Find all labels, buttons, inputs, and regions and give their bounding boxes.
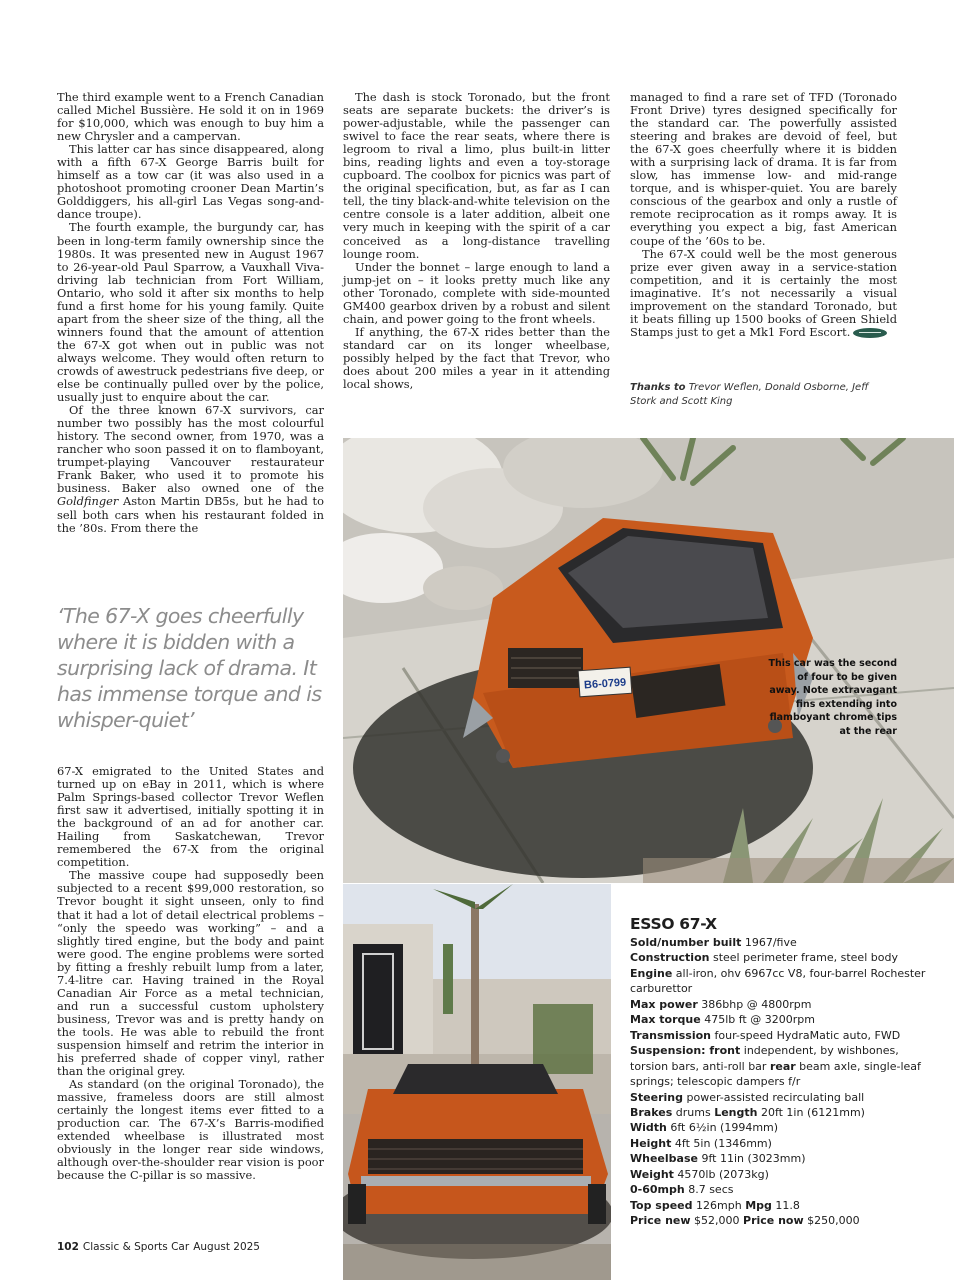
paragraph: The dash is stock Toronado, but the front seats are separate buckets: the driver’s is power-adjustable, while the passenger can swivel to face the rear seats, where there is legroom to rival a limo, plus built-in litter bins, reading lights and even a toy-storage cupboard. The coolbox for picnics was part of the original specification, but, as far as I can tell, the tiny black-and-white television on the centre console is a later addition, albeit one very much in keeping with the spirit of a car conceived as a long-distance travelling lounge room. xyxy=(343,90,610,261)
spec-row xyxy=(630,1198,930,1213)
spec-row xyxy=(630,1167,930,1182)
spec-label: Max torque xyxy=(630,1013,701,1027)
page-footer xyxy=(57,1241,260,1253)
acknowledgements xyxy=(630,381,897,409)
spec-value: 4ft 5in (1346mm) xyxy=(671,1136,772,1150)
spec-list xyxy=(630,935,930,1229)
spec-row xyxy=(630,1043,930,1089)
spec-label: Length xyxy=(714,1105,758,1119)
spec-row xyxy=(630,1028,930,1043)
spec-value: 386bhp @ 4800rpm xyxy=(697,997,812,1011)
spec-label: Wheelbase xyxy=(630,1152,698,1166)
car-front-illustration xyxy=(343,884,611,1280)
paragraph: If anything, the 67-X rides better than the standard car on its longer wheelbase, possibly helped by the fact that Trevor, who does about 200 miles a year in it attending local shows, xyxy=(343,324,610,392)
spec-value: 1967/five xyxy=(741,936,797,949)
car-front-photo xyxy=(343,884,611,1280)
spec-value: 8.7 secs xyxy=(684,1183,734,1197)
spec-label: Top speed xyxy=(630,1198,693,1212)
paragraph: The massive coupe had supposedly been subjected to a recent $99,000 restoration, so Trevor bought it sight unseen, only to find that it had a lot of detail electrical problems – “only the speedo was working” – and a slightly tired engine, but the body and paint were good. The engine problems were sorted by fitting a freshly rebuilt lump from a later, 7.4-litre car. Having trained in the Royal Canadian Air Force as a metal technician, and run a successful custom upholstery business, Trevor was and is pretty handy on the tools. He was able to rebuild the front suspension himself and retrim the interior in his preferred shade of copper vinyl, rather than the original grey. xyxy=(57,868,324,1079)
article-column-2 xyxy=(343,91,610,391)
spec-label: Brakes xyxy=(630,1105,673,1119)
paragraph-text: Of the three known 67-X survivors, car number two possibly has the most colourful history. The second owner, from 1970, was a rancher who soon passed it on to flamboyant, trumpet-playing Vancouver restaurateur Frank Baker, who used it to promote his business. Baker also owned one of the xyxy=(57,403,324,496)
spec-label: Mpg xyxy=(745,1198,772,1212)
spec-row xyxy=(630,1151,930,1166)
paragraph xyxy=(57,404,324,534)
spec-row xyxy=(630,1213,930,1228)
paragraph: The fourth example, the burgundy car, has been in long-term family ownership since the 1980s. It was presented new in August 1967 to 26-year-old Paul Sparrow, a Vauxhall Viva-driving lab technician from Fort William, Ontario, who sold it after six months to help fund a first home for his young family. Quite apart from the sheer size of the thing, all the winners found that the amount of attention the 67-X got when out in public was not always welcome. They would often return to crowds of awestruck pedestrians five deep, or else be continually pulled over by the police, usually just to enquire about the car. xyxy=(57,220,324,405)
spec-value: 4570lb (2073kg) xyxy=(673,1167,769,1181)
spec-box xyxy=(630,914,930,1229)
paragraph: Under the bonnet – large enough to land a jump-jet on – it looks pretty much like any other Toronado, complete with side-mounted GM400 gearbox driven by a robust and silent chain, and power going to the front wheels. xyxy=(343,259,610,326)
issue-date: August 2025 xyxy=(193,1241,260,1253)
spec-label: Steering xyxy=(630,1090,684,1104)
license-plate: B6-0799 xyxy=(583,676,627,692)
spec-value: four-speed HydraMatic auto, FWD xyxy=(711,1028,901,1042)
spec-value: $250,000 xyxy=(803,1214,860,1228)
italic-title: Goldfinger xyxy=(57,494,119,509)
spec-label: Suspension: front xyxy=(630,1044,741,1058)
spec-value: all-iron, ohv 6967cc V8, four-barrel Rochester carburettor xyxy=(630,966,926,996)
spec-row xyxy=(630,1012,930,1027)
spec-value: 11.8 xyxy=(771,1198,800,1212)
thanks-names: Trevor Weflen, Donald Osborne, Jeff Stork and Scott King xyxy=(630,382,869,407)
spec-value: 6ft 6½in (1994mm) xyxy=(666,1121,779,1135)
spec-value: 9ft 11in (3023mm) xyxy=(697,1152,806,1166)
paragraph-text: The 67-X could well be the most generous prize ever given away in a service-station competition, and it is certainly the most imaginative. It’s not necessarily a visual improvement on the standard Toronado, but it beats filling up 1500 books of Green Shield Stamps just to get a Mk1 Ford Escort. xyxy=(630,246,897,339)
photo-caption: This car was the second of four to be given away. Note extravagant fins extending into flamboyant chrome tips at the rear xyxy=(768,658,897,737)
spec-value: beam axle, single-leaf springs; telescopic dampers f/r xyxy=(630,1059,921,1089)
thanks-label: Thanks to xyxy=(630,382,686,393)
spec-row xyxy=(630,1182,930,1197)
spec-value: independent, by wishbones, torsion bars, anti-roll bar xyxy=(630,1044,899,1073)
article-column-1-top xyxy=(57,91,324,535)
spec-label: 0-60mph xyxy=(630,1183,685,1197)
paragraph: managed to find a rare set of TFD (Toronado Front Drive) tyres designed specifically for the standard car. The powerfully assisted steering and brakes are devoid of feel, but the 67-X goes cheerfully where it is bidden with a surprising lack of drama. It is far from slow, has immense low- and mid-range torque, and is whisper-quiet. You are barely conscious of the gearbox and only a rustle of remote reciprocation as it romps away. It is everything you expect a big, fast American coupe of the ’60s to be. xyxy=(630,90,897,248)
spec-value: $52,000 xyxy=(690,1214,744,1228)
spec-row xyxy=(630,935,930,950)
paragraph xyxy=(630,248,897,339)
paragraph: As standard (on the original Toronado), the massive, frameless doors are still almost certainly the longest items ever fitted to a production car. The 67-X’s Barris-modified extended wheelbase is illustrated most obviously in the longer rear side windows, although over-the-shoulder rear vision is poor because the C-pillar is so massive. xyxy=(57,1077,324,1183)
spec-row xyxy=(630,950,930,965)
spec-value: 475lb ft @ 3200rpm xyxy=(700,1013,815,1027)
spec-label: Height xyxy=(630,1136,672,1150)
pull-quote: ‘The 67-X goes cheerfully where it is bidden with a surprising lack of drama. It has immense torque and is whisper-quiet’ xyxy=(57,604,322,732)
article-column-3 xyxy=(630,91,897,339)
spec-value: 126mph xyxy=(692,1198,746,1212)
article-column-1-bottom xyxy=(57,765,324,1183)
spec-label: rear xyxy=(769,1059,796,1073)
spec-label: Transmission xyxy=(630,1028,712,1042)
spec-label: Price now xyxy=(743,1214,804,1228)
spec-row xyxy=(630,1120,930,1135)
spec-row xyxy=(630,1136,930,1151)
page-number: 102 xyxy=(57,1241,79,1253)
spec-label: Engine xyxy=(630,966,673,980)
end-mark-icon xyxy=(853,328,887,338)
spec-label: Weight xyxy=(630,1167,674,1181)
paragraph-text: Aston Martin DB5s, but he had to sell both cars when his restaurant folded in the ’80s. From there the xyxy=(57,494,324,535)
spec-value: power-assisted recirculating ball xyxy=(683,1090,865,1104)
spec-label: Sold/number built xyxy=(630,936,742,949)
spec-value: drums xyxy=(672,1105,715,1119)
magazine-name: Classic & Sports Car xyxy=(82,1241,190,1253)
spec-label: Width xyxy=(630,1121,667,1135)
paragraph: This latter car has since disappeared, along with a fifth 67-X George Barris built for himself as a tow car (it was also used in a photoshoot promoting crooner Dean Martin’s Golddiggers, his all-girl Las Vegas song-and-dance troupe). xyxy=(57,142,324,222)
spec-label: Max power xyxy=(630,997,698,1011)
spec-row xyxy=(630,966,930,997)
spec-row xyxy=(630,1090,930,1105)
spec-title: ESSO 67-X xyxy=(630,915,717,933)
spec-row xyxy=(630,1105,930,1120)
spec-value: 20ft 1in (6121mm) xyxy=(757,1105,865,1119)
spec-row xyxy=(630,997,930,1012)
spec-label: Construction xyxy=(630,951,710,965)
paragraph: 67-X emigrated to the United States and turned up on eBay in 2011, which is where Palm Springs-based collector Trevor Weflen first saw it advertised, initially spotting it in the background of an ad for another car. Hailing from Saskatchewan, Trevor remembered the 67-X from the original competition. xyxy=(57,764,324,870)
paragraph: The third example went to a French Canadian called Michel Bussière. He sold it on in 1969 for $10,000, which was enough to buy him a new Chrysler and a campervan. xyxy=(57,90,324,144)
spec-label: Price new xyxy=(630,1214,691,1228)
spec-value: steel perimeter frame, steel body xyxy=(709,951,898,965)
